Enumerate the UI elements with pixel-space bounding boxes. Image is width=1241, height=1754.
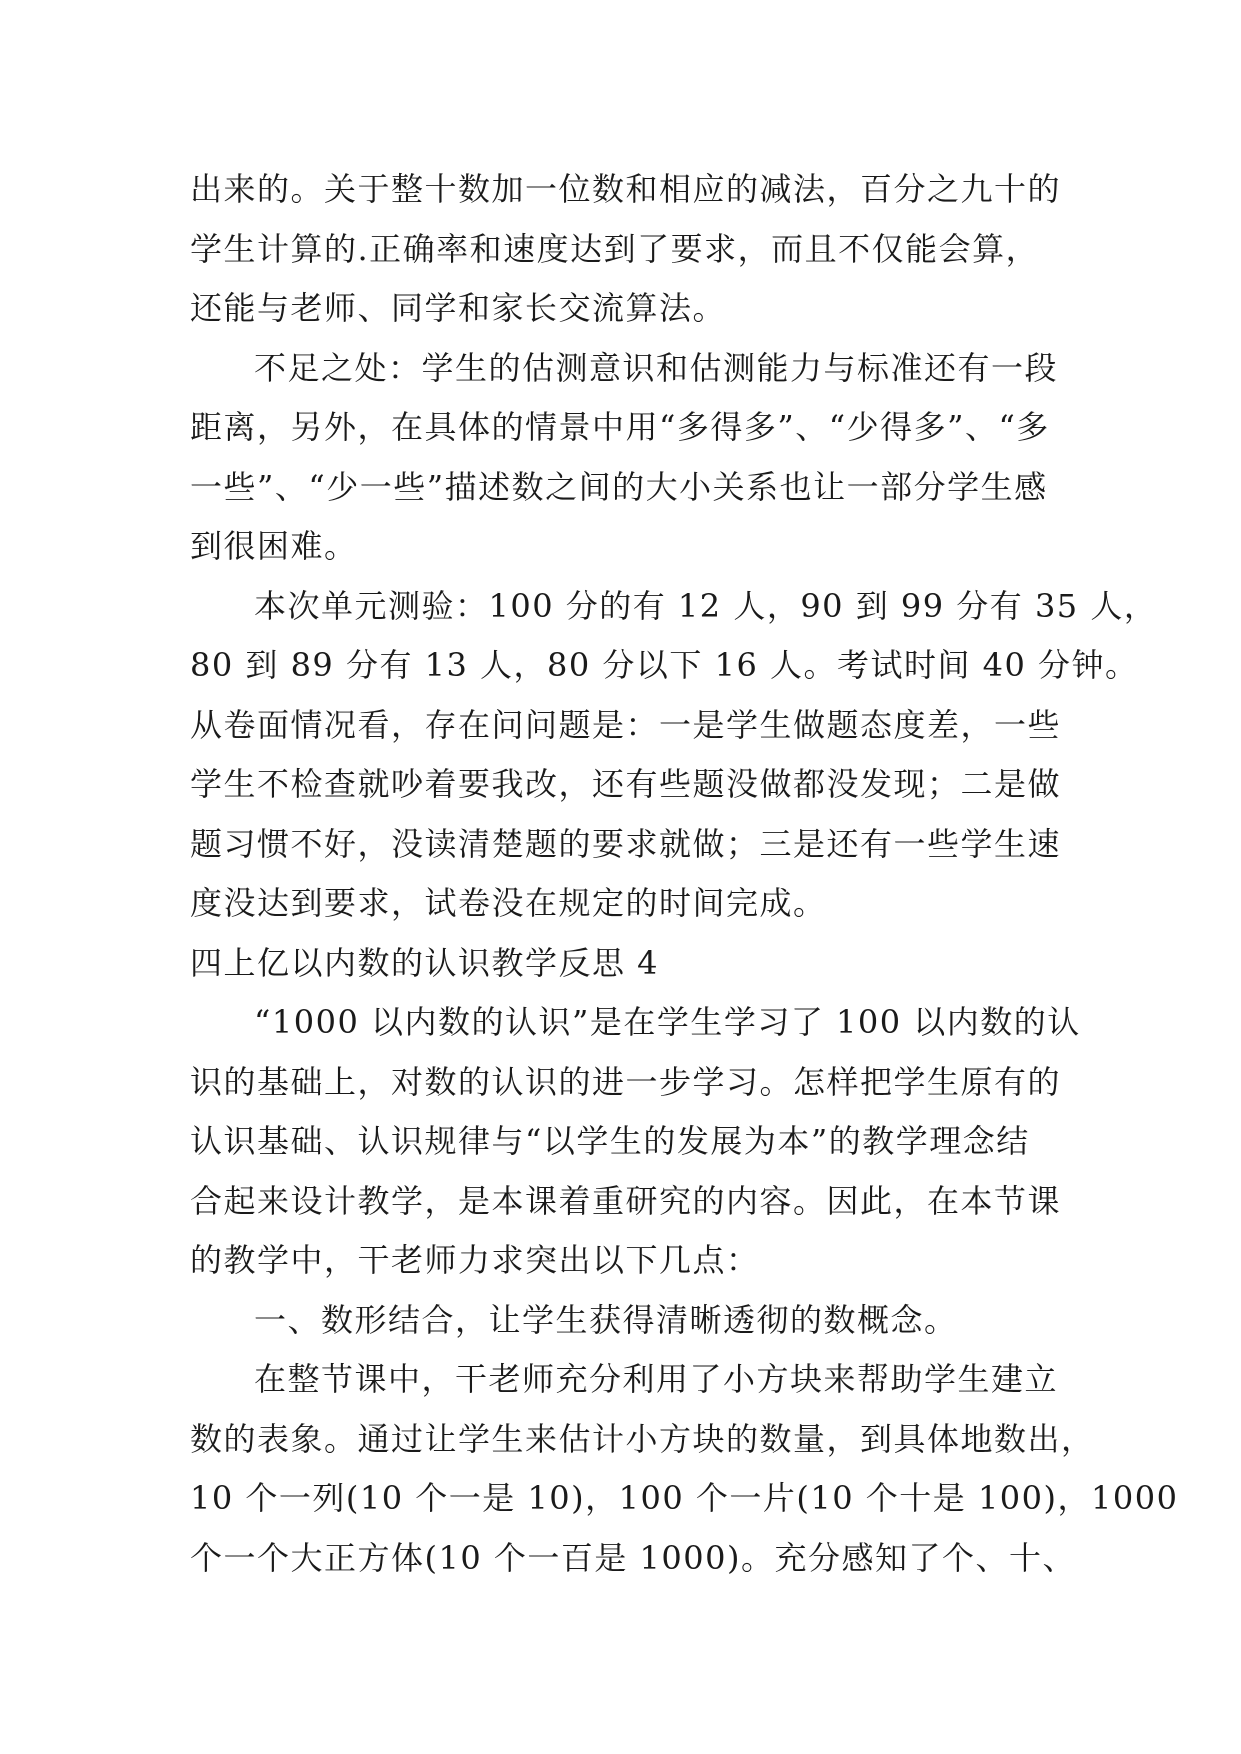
text-line: 数的表象。通过让学生来估计小方块的数量，到具体地数出，	[190, 1419, 1095, 1458]
paragraph-5	[190, 1291, 1060, 1351]
text-line: 题习惯不好，没读清楚题的要求就做；三是还有一些学生速	[190, 824, 1062, 863]
paragraph-4	[190, 993, 1081, 1291]
section-heading	[190, 934, 1060, 994]
text-line: 个一个大正方体(10 个一百是 1000)。充分感知了个、十、	[190, 1538, 1076, 1577]
document-page	[190, 160, 1179, 1588]
text-line: 学生不检查就吵着要我改，还有些题没做都没发现；二是做	[190, 765, 1062, 803]
text-line: 的教学中，干老师力求突出以下几点：	[190, 1241, 760, 1279]
section-title: 四上亿以内数的认识教学反思 4	[190, 943, 660, 982]
text-line: 10 个一列(10 个一是 10)，100 个一片(10 个十是 100)，1000	[190, 1479, 1179, 1517]
text-line: 距离，另外，在具体的情景中用“多得多”、“少得多”、“多	[190, 408, 1050, 446]
text-line: 80 到 89 分有 13 人，80 分以下 16 人。考试时间 40 分钟。	[190, 646, 1139, 684]
paragraph-1	[190, 160, 1060, 339]
text-line: 在整节课中，干老师充分利用了小方块来帮助学生建立	[254, 1360, 1059, 1398]
text-line: 不足之处：学生的估测意识和估测能力与标准还有一段	[254, 348, 1059, 387]
text-line: 识的基础上，对数的认识的进一步学习。怎样把学生原有的	[190, 1062, 1062, 1101]
text-line: 从卷面情况看，存在问问题是：一是学生做题态度差，一些	[190, 705, 1062, 744]
text-line: 还能与老师、同学和家长交流算法。	[190, 289, 727, 327]
text-line: 认识基础、认识规律与“以学生的发展为本”的教学理念结	[190, 1122, 1030, 1160]
text-line: 度没达到要求，试卷没在规定的时间完成。	[190, 884, 827, 922]
text-line: 到很困难。	[190, 527, 358, 565]
paragraph-3	[190, 577, 1158, 934]
text-line: 本次单元测验：100 分的有 12 人，90 到 99 分有 35 人，	[254, 586, 1158, 625]
text-line: 一些”、“少一些”描述数之间的大小关系也让一部分学生感	[190, 467, 1048, 506]
text-line: 一、数形结合，让学生获得清晰透彻的数概念。	[254, 1300, 958, 1339]
text-line: “1000 以内数的认识”是在学生学习了 100 以内数的认	[254, 1003, 1081, 1041]
text-line: 出来的。关于整十数加一位数和相应的减法，百分之九十的	[190, 170, 1062, 208]
text-line: 合起来设计教学，是本课着重研究的内容。因此，在本节课	[190, 1181, 1062, 1220]
paragraph-2	[190, 339, 1060, 577]
paragraph-6	[190, 1350, 1179, 1588]
text-line: 学生计算的.正确率和速度达到了要求，而且不仅能会算，	[190, 229, 1040, 268]
